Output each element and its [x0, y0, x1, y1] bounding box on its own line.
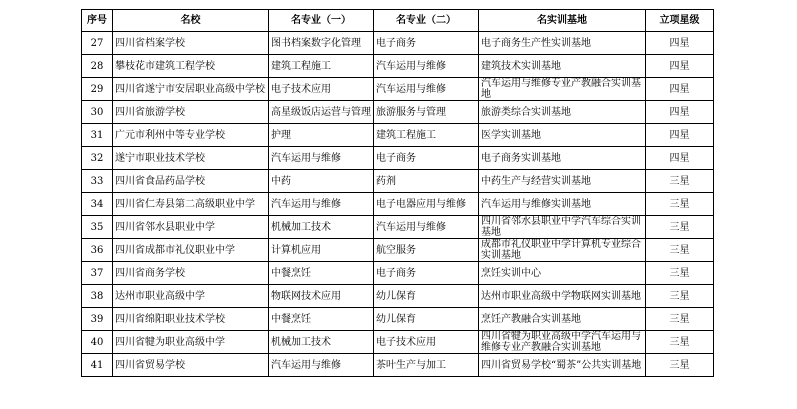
cell-training-base: 四川省贸易学校“蜀茶”公共实训基地 — [479, 354, 646, 377]
cell-major-two: 汽车运用与维修 — [374, 216, 479, 239]
cell-index: 28 — [82, 55, 113, 78]
cell-index: 27 — [82, 32, 113, 55]
cell-star-level: 四星 — [646, 124, 714, 147]
cell-index: 41 — [82, 354, 113, 377]
cell-major-one: 机械加工技术 — [269, 216, 374, 239]
cell-major-one: 护理 — [269, 124, 374, 147]
cell-major-one: 高星级饭店运营与管理 — [269, 101, 374, 124]
cell-school: 四川省仁寿县第二高级职业中学 — [113, 193, 269, 216]
cell-index: 39 — [82, 308, 113, 331]
cell-school: 四川省档案学校 — [113, 32, 269, 55]
cell-school: 攀枝花市建筑工程学校 — [113, 55, 269, 78]
header-star-level: 立项星级 — [646, 10, 714, 32]
cell-major-two: 建筑工程施工 — [374, 124, 479, 147]
cell-star-level: 四星 — [646, 147, 714, 170]
cell-school: 四川省成都市礼仪职业中学 — [113, 239, 269, 262]
table-row — [82, 216, 714, 239]
cell-major-one: 中餐烹饪 — [269, 308, 374, 331]
cell-major-one: 建筑工程施工 — [269, 55, 374, 78]
cell-index: 30 — [82, 101, 113, 124]
cell-major-one: 汽车运用与维修 — [269, 193, 374, 216]
cell-training-base: 成都市礼仪职业中学计算机专业综合实训基地 — [479, 239, 646, 262]
cell-major-one: 物联网技术应用 — [269, 285, 374, 308]
cell-major-two: 幼儿保育 — [374, 285, 479, 308]
cell-major-two: 电子商务 — [374, 32, 479, 55]
table-row — [82, 55, 714, 78]
table-row — [82, 262, 714, 285]
cell-training-base: 烹饪实训中心 — [479, 262, 646, 285]
cell-major-one: 汽车运用与维修 — [269, 354, 374, 377]
cell-major-two: 汽车运用与维修 — [374, 78, 479, 101]
cell-training-base: 四川省犍为职业高级中学汽车运用与维修专业产教融合实训基地 — [479, 331, 646, 354]
cell-school: 四川省犍为职业高级中学 — [113, 331, 269, 354]
cell-training-base: 汽车运用与维修专业产教融合实训基地 — [479, 78, 646, 101]
cell-school: 四川省商务学校 — [113, 262, 269, 285]
cell-training-base: 电子商务生产性实训基地 — [479, 32, 646, 55]
table-row — [82, 193, 714, 216]
table-row — [82, 239, 714, 262]
cell-star-level: 三星 — [646, 170, 714, 193]
cell-training-base: 汽车运用与维修实训基地 — [479, 193, 646, 216]
cell-major-one: 图书档案数字化管理 — [269, 32, 374, 55]
cell-school: 遂宁市职业技术学校 — [113, 147, 269, 170]
header-index: 序号 — [82, 10, 113, 32]
cell-school: 四川省贸易学校 — [113, 354, 269, 377]
cell-index: 31 — [82, 124, 113, 147]
cell-star-level: 四星 — [646, 101, 714, 124]
cell-training-base: 达州市职业高级中学物联网实训基地 — [479, 285, 646, 308]
cell-school: 达州市职业高级中学 — [113, 285, 269, 308]
cell-star-level: 三星 — [646, 239, 714, 262]
cell-index: 35 — [82, 216, 113, 239]
table-body — [82, 32, 714, 377]
cell-major-two: 航空服务 — [374, 239, 479, 262]
cell-training-base: 旅游类综合实训基地 — [479, 101, 646, 124]
cell-major-one: 计算机应用 — [269, 239, 374, 262]
cell-star-level: 三星 — [646, 331, 714, 354]
table-row — [82, 354, 714, 377]
table-row — [82, 285, 714, 308]
cell-index: 32 — [82, 147, 113, 170]
cell-star-level: 三星 — [646, 262, 714, 285]
table-row — [82, 331, 714, 354]
cell-school: 四川省邻水县职业中学 — [113, 216, 269, 239]
cell-index: 37 — [82, 262, 113, 285]
table-row — [82, 78, 714, 101]
cell-training-base: 四川省邻水县职业中学汽车综合实训基地 — [479, 216, 646, 239]
cell-major-two: 汽车运用与维修 — [374, 55, 479, 78]
cell-school: 四川省旅游学校 — [113, 101, 269, 124]
cell-major-one: 电子技术应用 — [269, 78, 374, 101]
cell-major-two: 电子商务 — [374, 147, 479, 170]
cell-training-base: 建筑技术实训基地 — [479, 55, 646, 78]
cell-index: 29 — [82, 78, 113, 101]
cell-school: 四川省食品药品学校 — [113, 170, 269, 193]
cell-star-level: 四星 — [646, 32, 714, 55]
cell-star-level: 三星 — [646, 308, 714, 331]
cell-major-one: 机械加工技术 — [269, 331, 374, 354]
cell-star-level: 三星 — [646, 216, 714, 239]
cell-major-two: 茶叶生产与加工 — [374, 354, 479, 377]
cell-major-two: 幼儿保育 — [374, 308, 479, 331]
cell-index: 34 — [82, 193, 113, 216]
header-school: 名校 — [113, 10, 269, 32]
cell-star-level: 三星 — [646, 354, 714, 377]
table-row — [82, 308, 714, 331]
table-row — [82, 170, 714, 193]
cell-star-level: 三星 — [646, 193, 714, 216]
table-row — [82, 147, 714, 170]
cell-major-one: 中药 — [269, 170, 374, 193]
cell-major-two: 电子商务 — [374, 262, 479, 285]
cell-school: 四川省遂宁市安居职业高级中学校 — [113, 78, 269, 101]
cell-training-base: 中药生产与经营实训基地 — [479, 170, 646, 193]
project-table — [81, 9, 714, 377]
cell-star-level: 三星 — [646, 285, 714, 308]
cell-star-level: 四星 — [646, 55, 714, 78]
cell-major-two: 电子技术应用 — [374, 331, 479, 354]
header-major-two: 名专业（二） — [374, 10, 479, 32]
table-row — [82, 101, 714, 124]
cell-major-one: 中餐烹饪 — [269, 262, 374, 285]
table-row — [82, 32, 714, 55]
cell-star-level: 四星 — [646, 78, 714, 101]
cell-major-one: 汽车运用与维修 — [269, 147, 374, 170]
cell-index: 36 — [82, 239, 113, 262]
cell-training-base: 电子商务实训基地 — [479, 147, 646, 170]
table-row — [82, 124, 714, 147]
cell-school: 广元市利州中等专业学校 — [113, 124, 269, 147]
cell-major-two: 药剂 — [374, 170, 479, 193]
header-row — [82, 10, 714, 32]
cell-major-two: 旅游服务与管理 — [374, 101, 479, 124]
cell-index: 33 — [82, 170, 113, 193]
cell-training-base: 烹饪产教融合实训基地 — [479, 308, 646, 331]
cell-index: 40 — [82, 331, 113, 354]
cell-school: 四川省绵阳职业技术学校 — [113, 308, 269, 331]
cell-training-base: 医学实训基地 — [479, 124, 646, 147]
cell-index: 38 — [82, 285, 113, 308]
cell-major-two: 电子电器应用与维修 — [374, 193, 479, 216]
header-training-base: 名实训基地 — [479, 10, 646, 32]
header-major-one: 名专业（一） — [269, 10, 374, 32]
